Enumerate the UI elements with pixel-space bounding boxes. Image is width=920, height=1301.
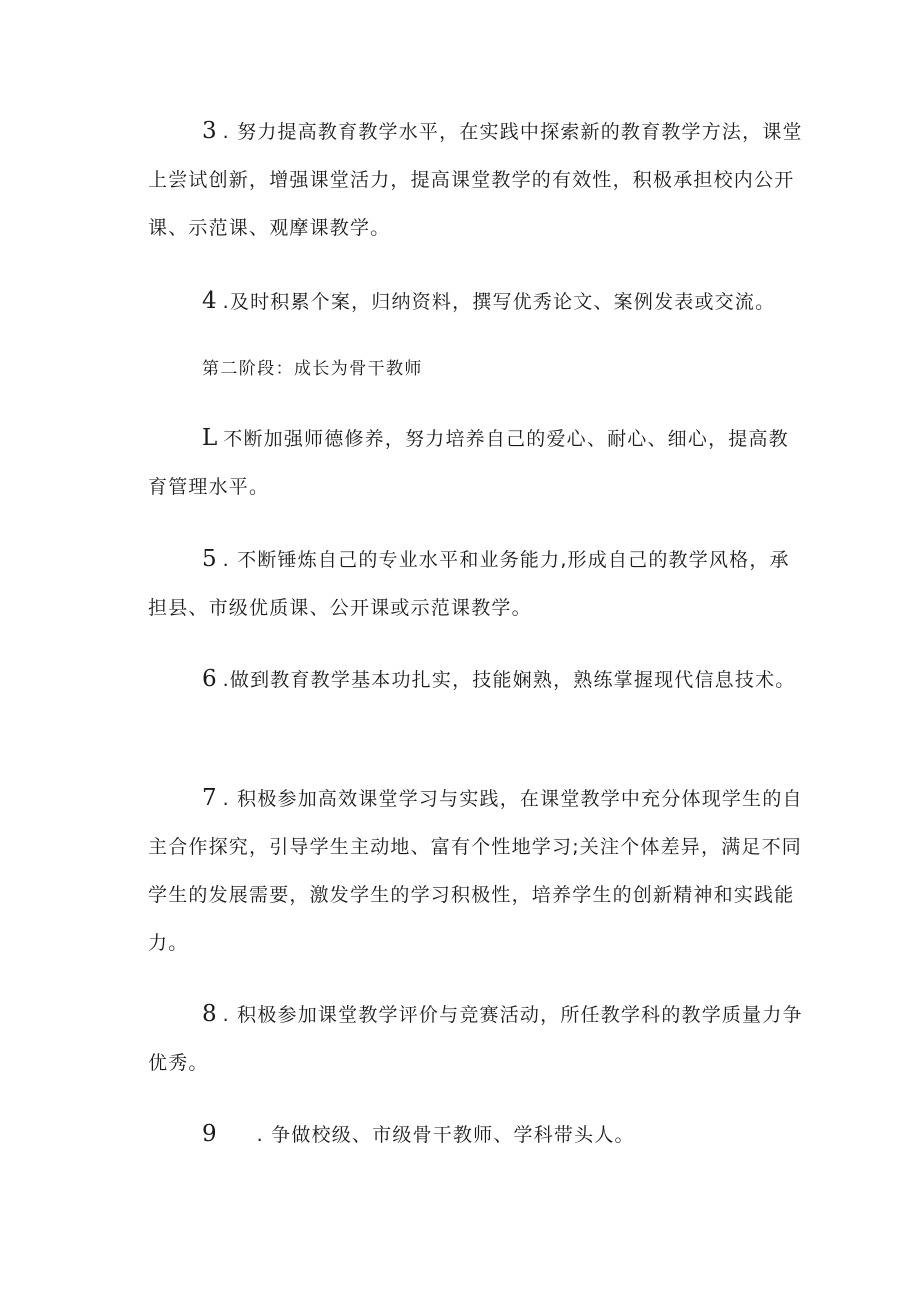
paragraph-item-3 — [148, 107, 808, 252]
item-number: 5 — [202, 546, 217, 572]
item-number: 9 — [202, 1121, 217, 1147]
paragraph-item-5 — [148, 535, 808, 632]
item-number: 8 — [202, 1001, 217, 1027]
item-text: . 积极参加课堂教学评价与竞赛活动，所任教学科的教学质量力争优秀。 — [148, 1004, 803, 1074]
item-text: . 努力提高教育教学水平，在实践中探索新的教育教学方法，课堂上尝试创新，增强课堂活力，提高课堂教学的有效性，积极承担校内公开课、示范课、观摩课教学。 — [148, 121, 803, 239]
paragraph-item-l — [148, 414, 808, 511]
section-heading: 第二阶段：成长为骨干教师 — [202, 359, 423, 379]
item-number: 7 — [202, 785, 217, 811]
paragraph-item-9 — [148, 1110, 808, 1159]
item-number: L — [202, 425, 218, 451]
item-text: .做到教育教学基本功扎实，技能娴熟，熟练掌握现代信息技术。 — [222, 669, 796, 691]
item-text: . 积极参加高效课堂学习与实践，在课堂教学中充分体现学生的自主合作探究，引导学生主动地、富有个性地学习;关注个体差异，满足不同学生的发展需要，激发学生的学习积极性，培养学生的创新精神和实践能力。 — [148, 788, 803, 954]
paragraph-item-6 — [148, 655, 808, 704]
item-text: . 争做校级、市级骨干教师、学科带头人。 — [256, 1124, 635, 1146]
item-number: 3 — [202, 118, 217, 144]
item-text: .及时积累个案，归纳资料，撰写优秀论文、案例发表或交流。 — [222, 291, 776, 313]
paragraph-item-4 — [148, 277, 808, 326]
paragraph-item-7 — [148, 774, 808, 967]
item-number: 4 — [202, 288, 217, 314]
item-text: . 不断锤炼自己的专业水平和业务能力,形成自己的教学风格，承担县、市级优质课、公开课或示范课教学。 — [148, 549, 790, 619]
paragraph-item-8 — [148, 990, 808, 1087]
item-number: 6 — [202, 666, 217, 692]
item-text: 不断加强师德修养，努力培养自己的爱心、耐心、细心，提高教育管理水平。 — [148, 428, 789, 498]
